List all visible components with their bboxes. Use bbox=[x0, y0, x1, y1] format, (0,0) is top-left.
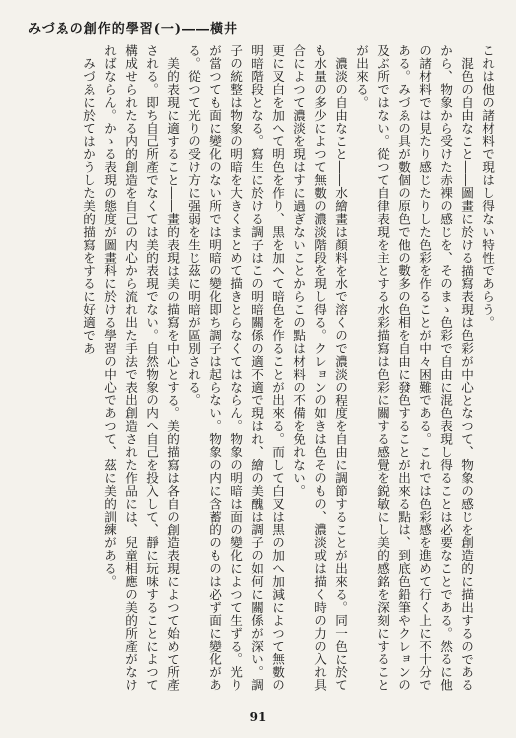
paragraph: 混色の自由なこと――圖畫に於ける描寫表現は色彩が中心となつて、物象の感じを創造的に描出するのであるから、物象から受けた赤裸の感じを、そのまゝ色彩で自由に混色表現し得ることは必要なことである。然るに他の諸材料では見たり感じたりした色彩を作ることが中々困難である。これでは色彩感を進めて行く上に不十分である。みづゑの具が數個の原色で他の數多の色相を自由に發色することが出來る點は、到底色鉛筆やクレョンの及ぶ所ではない。從つて自律表現を主とする水彩描寫は色彩に關する感覺を鋭敏にし美的感銘を深刻にすることが出來る。 bbox=[354, 44, 474, 692]
running-head: みづゑの創作的學習(一)――橫井 bbox=[28, 22, 239, 37]
paragraph: 濃淡の自由なこと――水繪畫は顏料を水で溶くので濃淡の程度を自由に調節することが出來る。同一色に於ても水量の多少によつて無數の濃淡階段を現し得る。クレョンの如きは色そのもの、濃淡或は描く時の力の入れ具合によつて濃淡を現はすに過ぎないことからこの點は材料の不備を免れない。 bbox=[291, 44, 348, 692]
paragraph: みづゑに於てはかうした美的描寫をするに好適であ bbox=[81, 56, 96, 355]
body-text bbox=[22, 44, 498, 694]
paragraph: 美的表現に適すること――畫的表現は美の描寫を中心とする。美的描寫は各自の創造表現によつて始めて所產される。即ち自己所產でなくては美的表現でない。自然物象の内へ自己を投入して、靜に玩味することによつて構成せられたる内的創造を自己の内心から流れ出た手法で表出創造された作品には、兒童相應の美的所產がなければならん。かゝる表現の態度が圖畫科に於ける學習の中心であつて、茲に美的訓練がある。 bbox=[102, 44, 180, 692]
paragraph: 更に叉白を加へて明色を作り、黒を加へて暗色を作ることが出來る。而して白叉は黒の加へ加減によつて無數の明暗階段となる。寫生に於ける調子はこの明暗關係の適不適で現はれ、繪の美醜は調子の如何に關係が深い。調子の統整は物象の明暗を大きくまとめて描きとらなくてはならん。物象の明暗は面の變化によつて生ずる。光りが當つても面に變化のない所では明暗の變化即ち調子は起らない。物象の内に含蓄的のものは必ず面に變化がある。從つて光りの受け方に强弱を生じ茲に明暗が區別される。 bbox=[186, 44, 285, 692]
paragraph: これは他の諸材料で現はし得ない特性であらう。 bbox=[480, 44, 495, 329]
page-number: 91 bbox=[249, 710, 267, 724]
